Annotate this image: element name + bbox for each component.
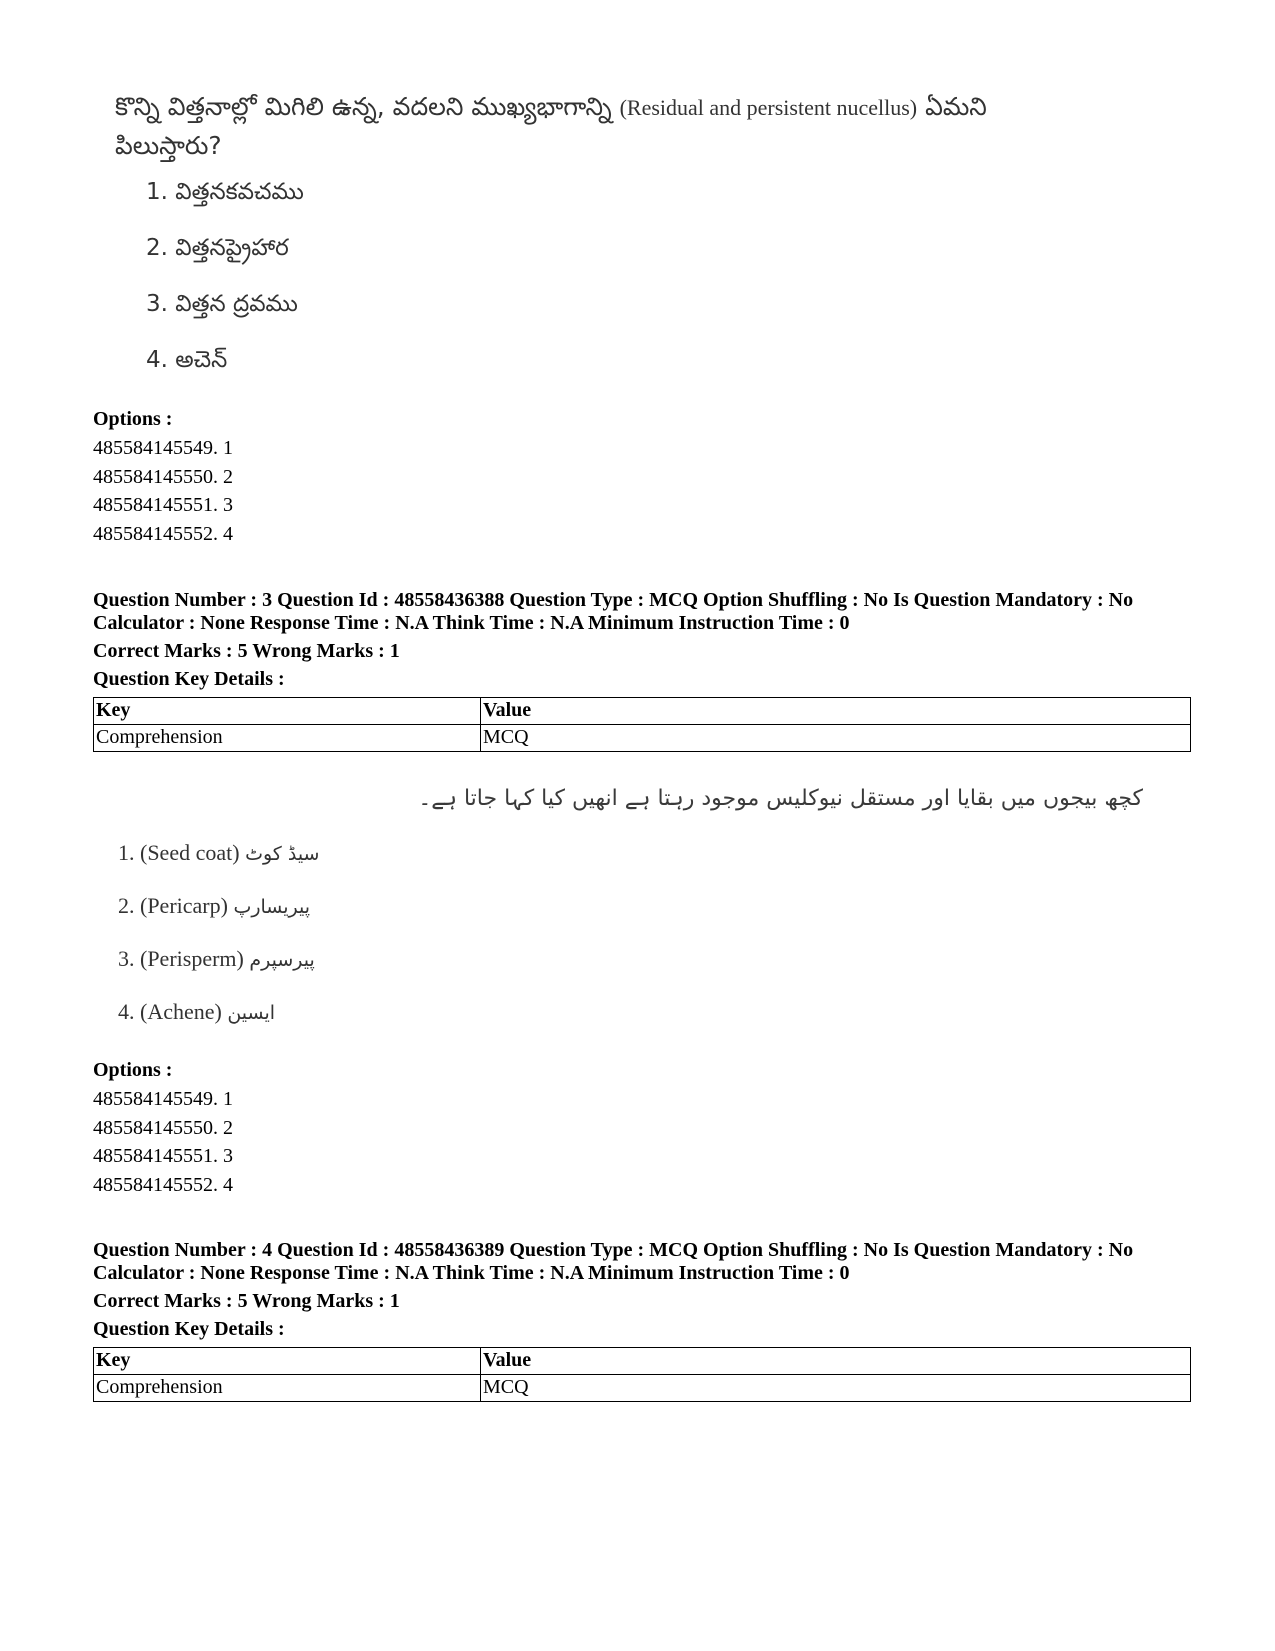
table-header-value: Value — [481, 1348, 1191, 1375]
telugu-question-latin: (Residual and persistent nucellus) — [619, 95, 918, 120]
q2-option-2: 485584145550. 2 — [93, 465, 233, 488]
q2-option-1: 485584145549. 1 — [93, 437, 233, 459]
q3-option-4: 485584145552. 4 — [93, 1173, 233, 1196]
urdu-choice-2-latin: 2. (Pericarp) — [118, 893, 228, 918]
q4-key-table — [93, 1347, 1191, 1402]
q2-options-label: Options : — [93, 408, 173, 430]
table-header-key: Key — [94, 1348, 481, 1375]
q3-key-details-label: Question Key Details : — [93, 668, 285, 690]
urdu-choice-4-latin: 4. (Achene) — [118, 999, 222, 1024]
table-row — [94, 1375, 1191, 1402]
telugu-question-line1-end: ఏమని — [925, 92, 987, 121]
telugu-choice-1: 1. విత్తనకవచము — [146, 179, 304, 205]
q3-marks: Correct Marks : 5 Wrong Marks : 1 — [93, 640, 400, 662]
table-cell-value: MCQ — [481, 1375, 1191, 1402]
urdu-choice-1-latin: 1. (Seed coat) — [118, 840, 240, 865]
q4-key-details-label: Question Key Details : — [93, 1318, 285, 1340]
q2-options-list — [93, 434, 233, 548]
q3-option-1: 485584145549. 1 — [93, 1088, 233, 1110]
table-cell-key: Comprehension — [94, 1375, 481, 1402]
telugu-choice-2: 2. విత్తనప్రైహార — [146, 235, 289, 261]
telugu-choice-4: 4. అచెన్ — [146, 347, 228, 373]
urdu-choice-1-urdu: سیڈ کوٹ — [245, 843, 320, 865]
q3-options-label: Options : — [93, 1059, 173, 1081]
urdu-choice-3-latin: 3. (Perisperm) — [118, 946, 244, 971]
table-row — [94, 725, 1191, 752]
table-row — [94, 698, 1191, 725]
urdu-question-text: کچھ بیجوں میں بقایا اور مستقل نیوکلیس موجود رہتا ہے انھیں کیا کہا جاتا ہے۔ — [418, 786, 1143, 811]
q2-option-3: 485584145551. 3 — [93, 494, 233, 516]
q4-marks: Correct Marks : 5 Wrong Marks : 1 — [93, 1290, 400, 1312]
telugu-choice-3: 3. విత్తన ద్రవము — [146, 291, 298, 317]
telugu-question-line2: పిలుస్తారు? — [115, 131, 222, 160]
urdu-choice-4 — [118, 999, 275, 1025]
urdu-choice-2 — [118, 893, 310, 919]
telugu-question-text — [115, 88, 1075, 165]
table-header-value: Value — [481, 698, 1191, 725]
q4-header-line2: Calculator : None Response Time : N.A Think Time : N.A Minimum Instruction Time : 0 — [93, 1262, 850, 1284]
table-cell-key: Comprehension — [94, 725, 481, 752]
q2-option-4: 485584145552. 4 — [93, 522, 233, 545]
urdu-choice-4-urdu: ایسین — [227, 1002, 276, 1024]
urdu-choice-1 — [118, 840, 319, 866]
q3-option-2: 485584145550. 2 — [93, 1116, 233, 1139]
table-header-key: Key — [94, 698, 481, 725]
q3-options-list — [93, 1085, 233, 1199]
q3-key-table — [93, 697, 1191, 752]
urdu-choice-3-urdu: پیرسپرم — [249, 949, 315, 971]
table-cell-value: MCQ — [481, 725, 1191, 752]
table-row — [94, 1348, 1191, 1375]
q3-header-line2: Calculator : None Response Time : N.A Think Time : N.A Minimum Instruction Time : 0 — [93, 612, 850, 634]
telugu-question-line1: కొన్ని విత్తనాల్లో మిగిలి ఉన్న, వదలని ముఖ్యభాగాన్ని — [115, 92, 612, 121]
q4-header-line1: Question Number : 4 Question Id : 48558436389 Question Type : MCQ Option Shuffling : No Is Question Mandatory : No — [93, 1239, 1134, 1261]
q3-header-line1: Question Number : 3 Question Id : 48558436388 Question Type : MCQ Option Shuffling : No Is Question Mandatory : No — [93, 589, 1134, 611]
urdu-choice-3 — [118, 946, 315, 972]
urdu-choice-2-urdu: پیریسارپ — [233, 896, 311, 918]
q3-option-3: 485584145551. 3 — [93, 1145, 233, 1167]
